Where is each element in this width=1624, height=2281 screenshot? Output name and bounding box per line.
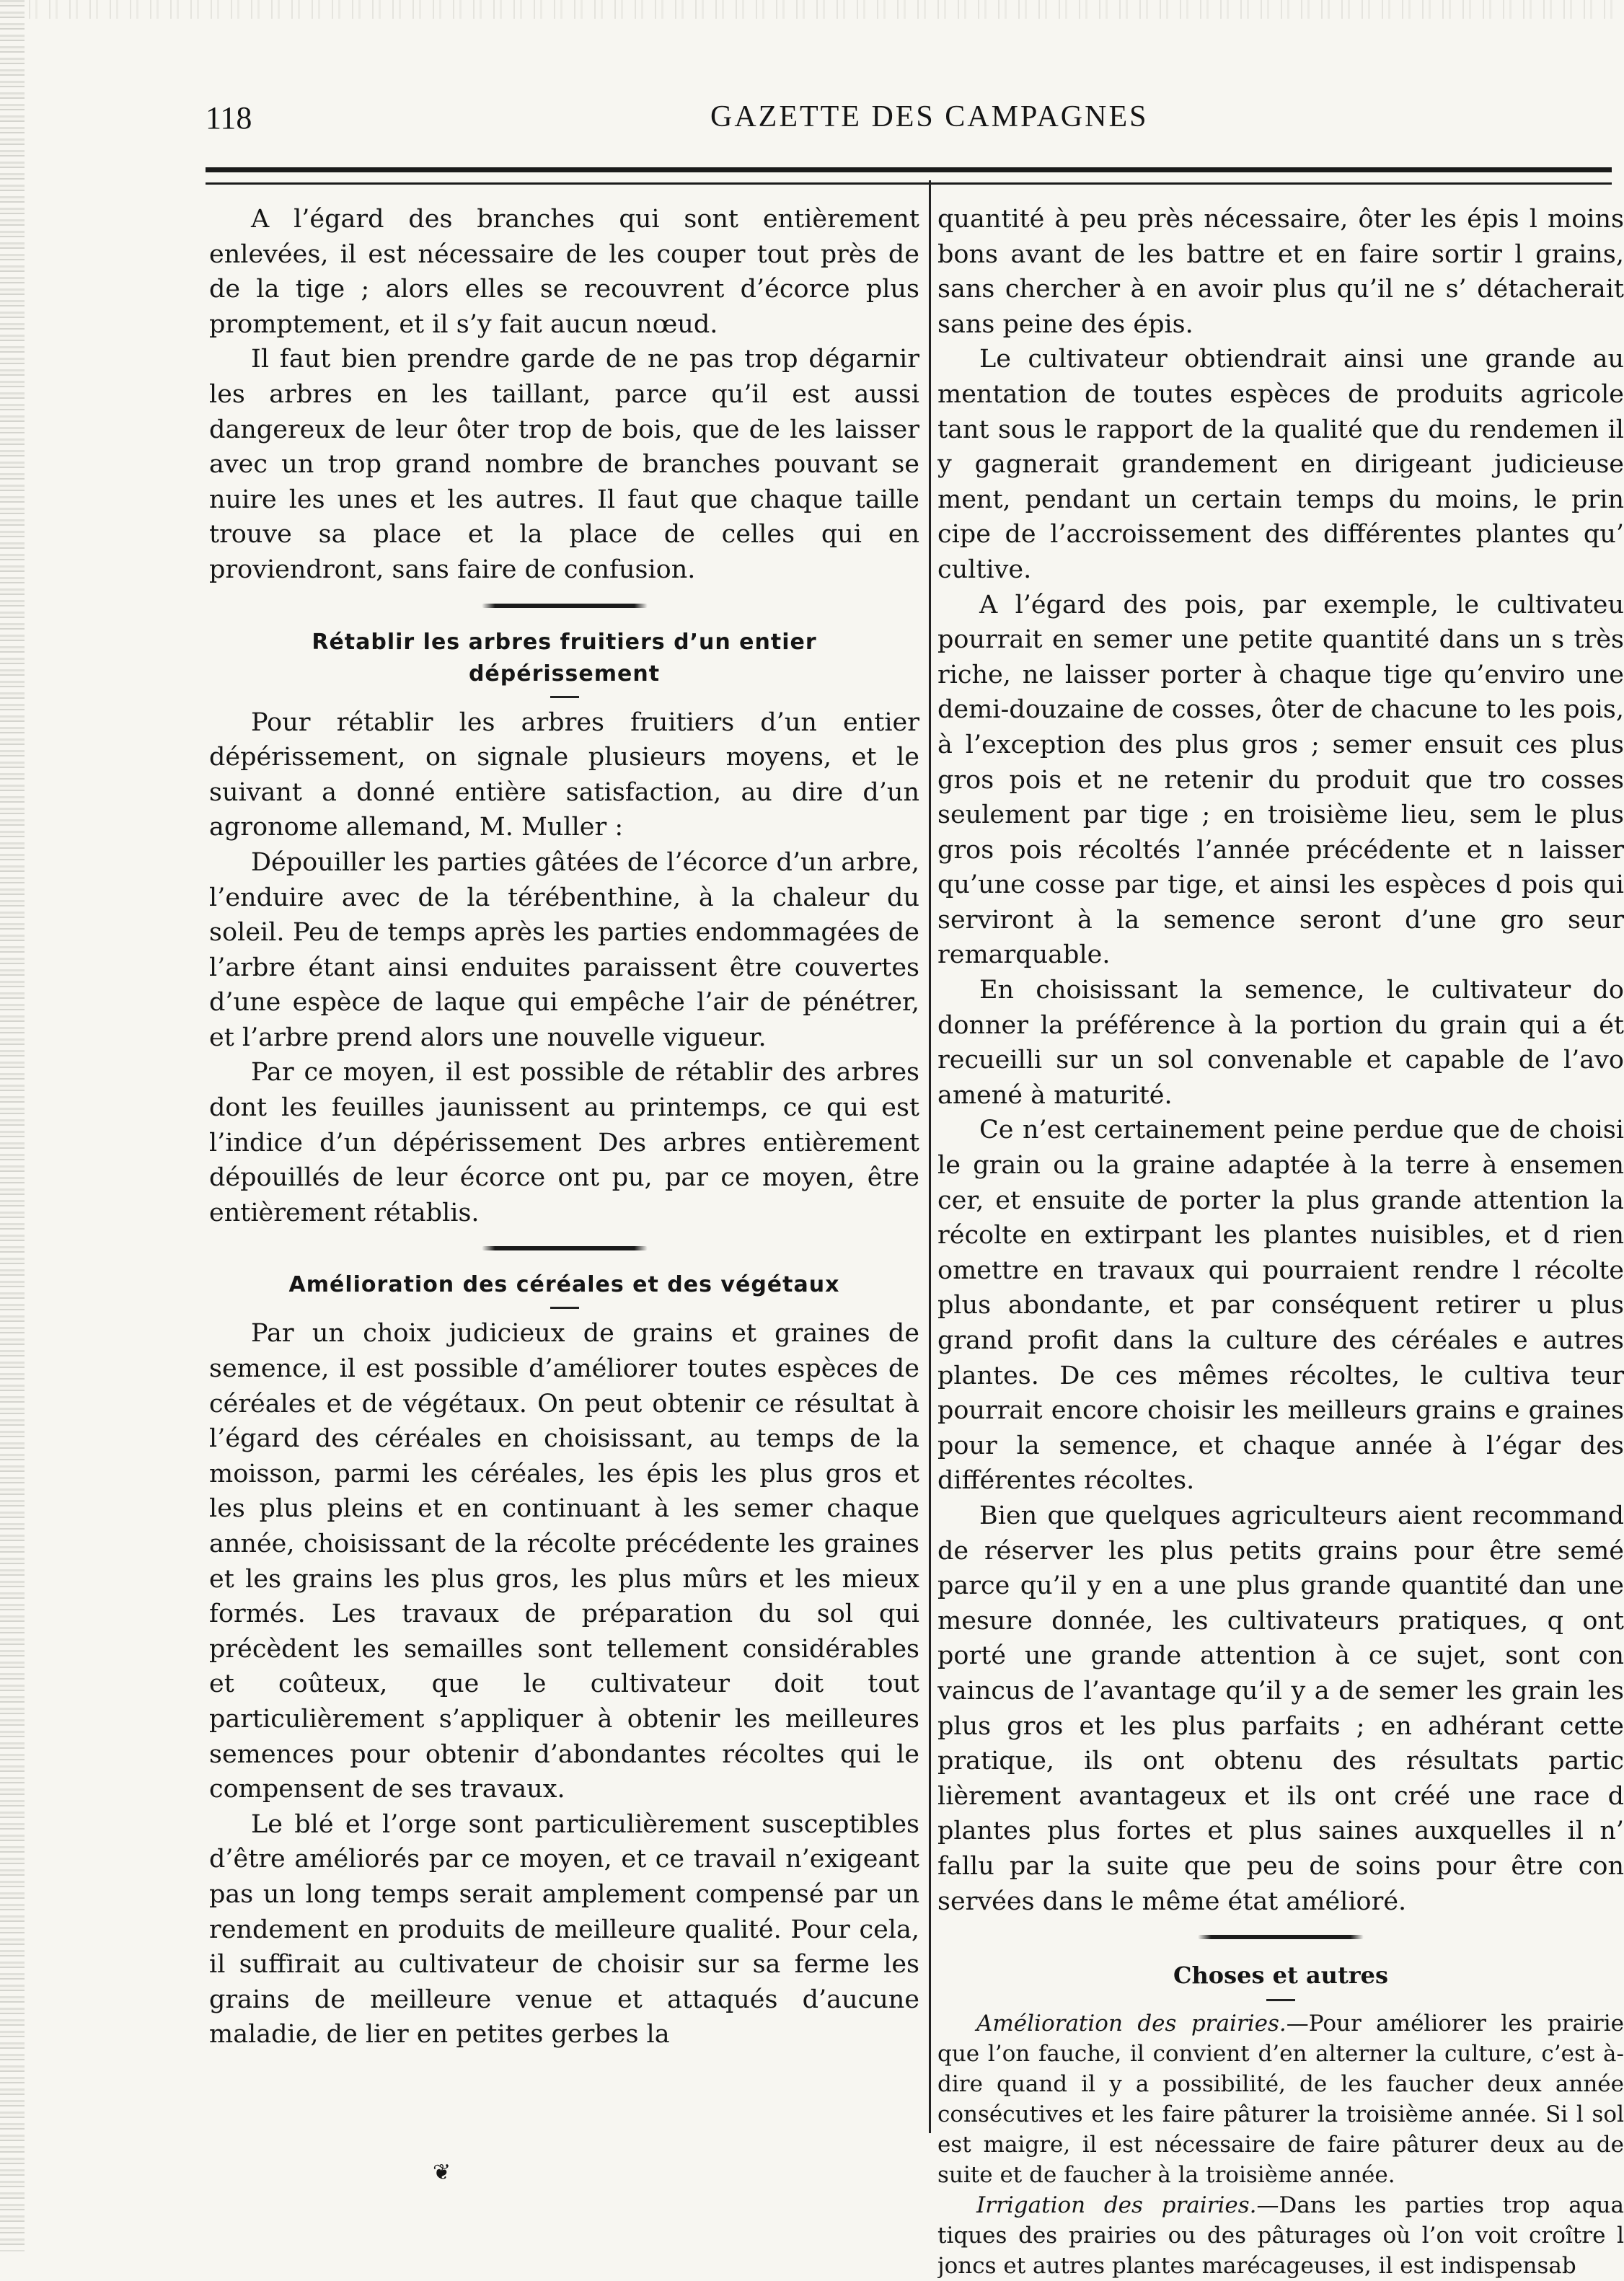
title-dash (550, 1307, 579, 1309)
news-item (937, 2008, 1624, 2190)
news-item-lead: Amélioration des prairies. (976, 2010, 1287, 2037)
section-title: Rétablir les arbres fruitiers d’un entier dépérissement (312, 629, 817, 687)
page-header (206, 100, 1612, 143)
section-title: Amélioration des céréales et des végétaux (288, 1272, 840, 1298)
header-rule (206, 167, 1612, 185)
journal-title: GAZETTE DES CAMPAGNES (710, 100, 1149, 133)
news-items (937, 2008, 1624, 2281)
paragraph: Par un choix judicieux de grains et graines de semence, il est possible d’améliorer toutes espèces de céréales et de végétaux. On peut obtenir ce résultat à l’égard des céréales en choisissant, au temps de la moisson, parmi les céréales, les épis les plus gros et les plus pleins et en continuant à les semer chaque année, choisissant de la récolte précédente les graines et les grains les plus gros, les plus mûrs et les mieux formés. Les travaux de préparation du sol qui précèdent les semailles sont tellement considérables et coûteux, que le cultivateur doit tout particulièrement s’appliquer à obtenir les meilleures semences pour obtenir d’abondantes récoltes qui le compensent de ses travaux. (209, 1319, 919, 1804)
title-dash (1266, 1999, 1295, 2001)
paragraph: A l’égard des branches qui sont entièrement enlevées, il est nécessaire de les couper tout près de de la tige ; alors elles se recouvrent d’écorce plus promptement, et il s’y fait aucun nœud. (209, 205, 919, 339)
paragraph: Par ce moyen, il est possible de rétablir des arbres dont les feuilles jaunissent au printemps, ce qui est l’indice d’un dépérissement Des arbres entièrement dépouillés de leur écorce ont pu, par ce moyen, être entièrement rétablis. (209, 1058, 919, 1227)
paragraph: quantité à peu près nécessaire, ôter les épis l moins bons avant de les battre et en faire sortir l grains, sans chercher à en avoir plus qu’il ne s’ détacherait sans peine des épis. (937, 205, 1624, 339)
paragraph: Le cultivateur obtiendrait ainsi une grande au mentation de toutes espèces de produits agricole tant sous le rapport de la qualité que du rendemen il y gagnerait grandement en dirigeant judicieuse ment, pendant un certain temps du moins, le prin cipe de l’accroissement des différentes plantes qu’ cultive. (937, 345, 1624, 584)
news-item-text: —Pour améliorer les prairie que l’on fauche, il convient d’en alterner la culture, c’est à-dire quand il y a possibilité, de les faucher deux année consécutives et les faire pâturer la troisième année. Si l sol est maigre, il est nécessaire de faire pâturer deux au de suite et de faucher à la troisième année. (937, 2010, 1624, 2188)
paragraph: Pour rétablir les arbres fruitiers d’un entier dépérissement, on signale plusieurs moyens, et le suivant a donné entière satisfaction, au dire d’un agronome allemand, M. Muller : (209, 707, 919, 842)
footer-ornament: ❦ (433, 2160, 451, 2185)
section-ornament (1198, 1935, 1364, 1939)
news-item-lead: Irrigation des prairies. (976, 2192, 1257, 2218)
section-ornament (482, 604, 648, 608)
section-ornament (482, 1246, 648, 1250)
title-dash (550, 696, 579, 698)
section-title: Choses et autres (1173, 1962, 1388, 1990)
paragraph: A l’égard des pois, par exemple, le cultivateu pourrait en semer une petite quantité dans un s très riche, ne laisser porter à chaque tige qu’enviro une demi-douzaine de cosses, ôter de chacune to les pois, à l’exception des plus gros ; semer ensuit ces plus gros pois et ne retenir du produit que tro cosses seulement par tige ; en troisième lieu, sem le plus gros pois récoltés l’année précédente et n laisser qu’une cosse par tige, et ainsi les espèces d pois qui serviront à la semence seront d’une gro seur remarquable. (937, 590, 1624, 970)
scan-edge-left (0, 0, 25, 2251)
paragraph: Ce n’est certainement peine perdue que de choisi le grain ou la graine adaptée à la terre à ensemen cer, et ensuite de porter la plus grande attention la récolte en extirpant les plantes nuisibles, et d rien omettre en travaux qui pourraient rendre l récolte plus abondante, et par conséquent retirer u plus grand profit dans la culture des céréales e autres plantes. De ces mêmes récoltes, le cultiva teur pourrait encore choisir les meilleurs grains e graines pour la semence, et chaque année à l’égar des différentes récoltes. (937, 1116, 1624, 1496)
paragraph: En choisissant la semence, le cultivateur do donner la préférence à la portion du grain qui a ét recueilli sur un sol convenable et capable de l’avo amené à maturité. (937, 976, 1624, 1110)
column-divider (929, 180, 931, 2133)
scan-edge-top (29, 0, 1624, 19)
paragraph: Dépouiller les parties gâtées de l’écorce d’un arbre, l’enduire avec de la térébenthine, à la chaleur du soleil. Peu de temps après les parties endommagées de l’arbre étant ainsi enduites paraissent être couvertes d’une espèce de laque qui empêche l’air de pénétrer, et l’arbre prend alors une nouvelle vigueur. (209, 847, 919, 1052)
page-number: 118 (206, 100, 252, 136)
paragraph: Le blé et l’orge sont particulièrement susceptibles d’être améliorés par ce moyen, et ce travail n’exigeant pas un long temps serait amplement compensé par un rendement en produits de meilleure qualité. Pour cela, il suffirait au cultivateur de choisir sur sa ferme les grains de meilleure venue et attaqués d’aucune maladie, de lier en petites gerbes la (209, 1809, 919, 2050)
left-column (209, 202, 919, 2052)
news-item-text: —Dans les parties trop aqua tiques des prairies ou des pâturages où l’on voit croître l joncs et autres plantes marécageuses, il est indispensab (937, 2192, 1624, 2279)
news-item (937, 2190, 1624, 2281)
right-column (937, 202, 1624, 2281)
paragraph: Bien que quelques agriculteurs aient recommand de réserver les plus petits grains pour être semé parce qu’il y en a une plus grande quantité dan une mesure donnée, les cultivateurs pratiques, q ont porté une grande attention à ce sujet, sont con vaincus de l’avantage qu’il y a de semer les grain les plus gros et les plus parfaits ; en adhérant cette pratique, ils ont obtenu des résultats partic lièrement avantageux et ils ont créé une race d plantes plus fortes et plus saines auxquelles il n’ fallu par la suite que peu de soins pour être con servées dans le même état amélioré. (937, 1501, 1624, 1916)
paragraph: Il faut bien prendre garde de ne pas trop dégarnir les arbres en les taillant, parce qu’il est aussi dangereux de leur ôter trop de bois, que de les laisser avec un trop grand nombre de branches pouvant se nuire les unes et les autres. Il faut que chaque taille trouve sa place et la place de celles qui en proviendront, sans faire de confusion. (209, 345, 919, 584)
